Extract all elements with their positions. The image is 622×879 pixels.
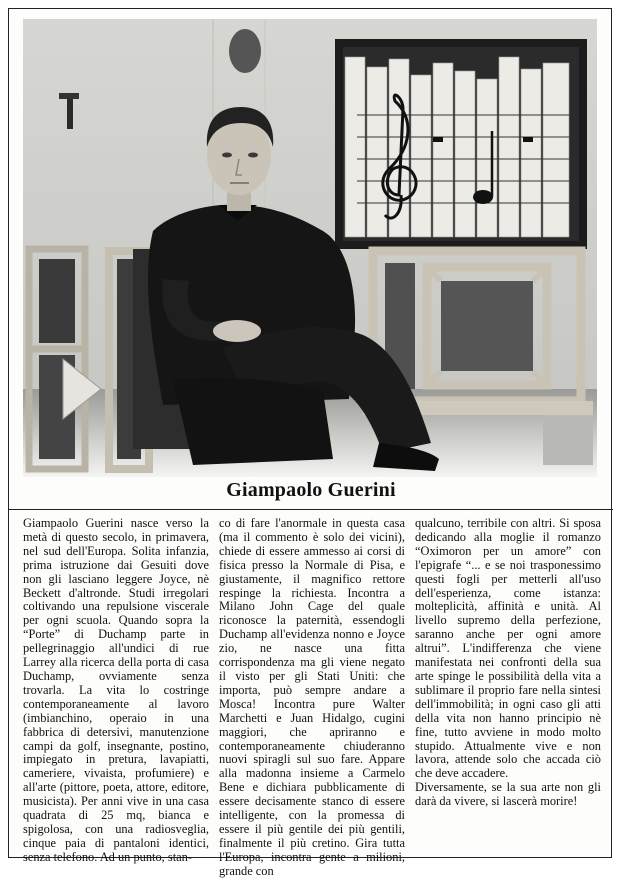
paragraph: co di fare l'anormale in questa casa (ma il commento è solo dei vicini), chiede di essere ammesso ai corsi di fisica presso la Normale di Pisa, e giustamente, il magnifico rettore respinge la richiesta. Incontra a Milano John Cage del quale riconosce la paternità, essendogli Duchamp all'evidenza nonno e Joyce zio, ne nasce una fitta corrispondenza ma gli viene negato il visto per gli Stati Uniti: che importa, può sempre andare a Mosca! Incontra pure Walter Marchetti e Juan Hidalgo, cugini maggiori, che apriranno e contemporaneamente chiuderanno nuovi spiragli sul suo fare. Appare alla madonna insieme a Carmelo Bene e dichiara pubblicamente di essere decisamente stanco di essere intelligente, con la promessa di essere il più gentile dei più gentili, finalmente il più cretino. Gira tutta l'Europa, incontra gente a milioni, grande con: [219, 516, 405, 878]
article-title: Giampaolo Guerini: [226, 479, 396, 501]
paragraph: Diversamente, se la sua arte non gli darà da vivere, si lascerà morire!: [415, 780, 601, 809]
paragraph: Giampaolo Guerini nasce verso la metà di questo secolo, in primavera, nel sud dell'Europa. Solita infanzia, prima istruzione dai Gesuiti dove non gli lasciano leggere Joyce, nè Beckett d'altronde. Studi irregolari coltivando una repulsione viscerale per ogni scuola. Quando sopra la “Porte” di Duchamp parte in pellegrinaggio all'undici di rue Larrey alla ricerca della porta di casa Duchamp, ovviamente senza trovarla. La vita lo costringe contemporaneamente al lavoro (imbianchino, operaio in una fabbrica di detersivi, manutenzione campi da golf, insegnante, postino, impiegato in pretura, lavapiatti, cameriere, vivaista, profumiere) e all'arte (pittore, poeta, attore, editore, musicista). Per anni vive in una casa quadrata di 25 mq, bianca e spigolosa, con una radiosveglia, cinque paia di pantaloni identici, senza telefono. Ad un punto, stan-: [23, 516, 209, 864]
title-divider: [9, 509, 613, 510]
portrait-photo: [23, 19, 597, 477]
text-column-2: [219, 516, 405, 878]
article-body: [23, 516, 601, 878]
paragraph: qualcuno, terribile con altri. Si sposa dedicando alla moglie il romanzo “Oximoron per un amore” con l'epigrafe “... e se noi trasponessimo questi fogli per metterli all'uso dell'esperienza, come istanza: molteplicità, affinità e unità. Al livello supremo della perfezione, saranno anche per ogni amore altrui”. L'indifferenza che viene manifestata nei confronti della sua arte spinge le possibilità della vita a sublimare il proprio fare nella sintesi dell'immobilità; in ogni caso gli atti della vita non hanno principio nè fine, tutto avviene in modo molto stupido. Attualmente vive e non lavora, attende solo che accada ciò che deve accadere.: [415, 516, 601, 781]
text-column-1: [23, 516, 209, 864]
text-column-3: [415, 517, 601, 851]
magazine-page: [8, 8, 612, 878]
